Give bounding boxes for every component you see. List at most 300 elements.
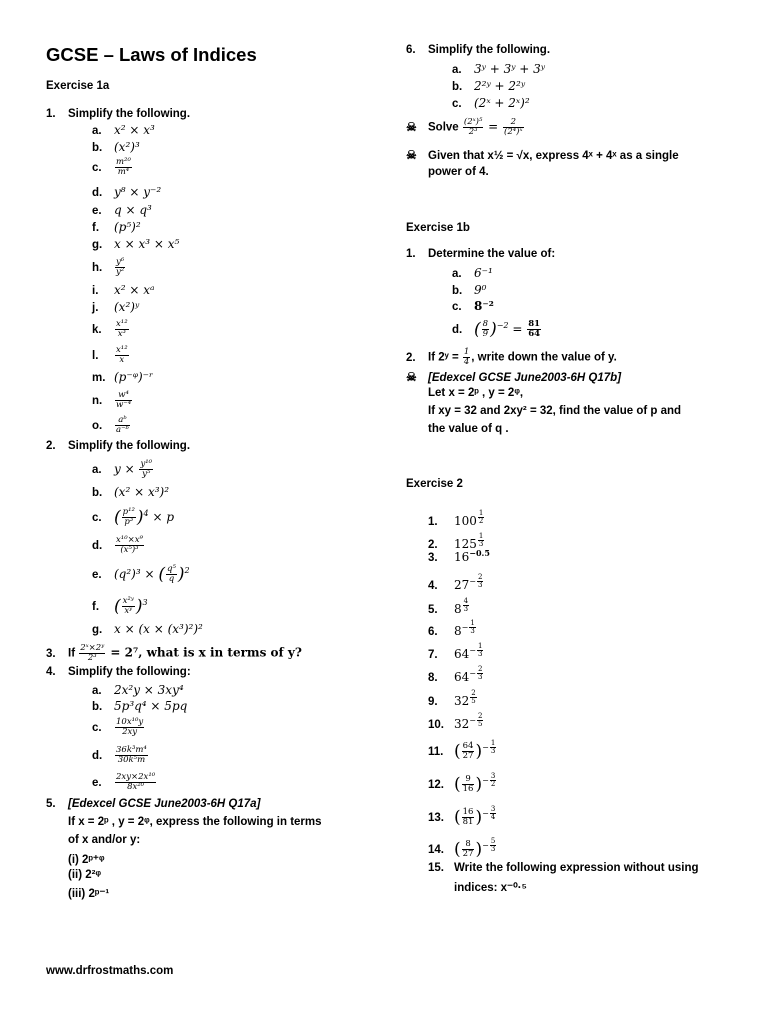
- part-label: d.: [92, 540, 103, 552]
- q4-text: Simplify the following:: [68, 666, 191, 678]
- exponent-fraction: [477, 713, 483, 728]
- part-expression: 3ʸ + 3ʸ + 3ʸ: [474, 62, 546, 76]
- close-paren: ): [177, 564, 185, 585]
- fraction-denominator: 8x²⁰: [127, 782, 145, 792]
- fraction-denominator: 27: [462, 750, 474, 761]
- exponent-fraction: [478, 510, 484, 525]
- exponent-fraction: [477, 574, 483, 589]
- q2-text: Simplify the following.: [68, 440, 191, 452]
- close-paren: ): [475, 774, 483, 794]
- q2-part: [92, 597, 148, 616]
- part-expression: 2x²y × 3xy⁴: [114, 683, 184, 697]
- fraction-numerator: 8: [482, 319, 489, 329]
- e1b-q2: [406, 348, 617, 367]
- q5-part-iii: (iii) 2ᵖ⁻¹: [68, 888, 110, 900]
- part-expression: x² × xᵃ: [114, 283, 155, 297]
- ex2-exponent: [482, 837, 497, 853]
- q2-part: [92, 536, 145, 555]
- q6-part: [452, 62, 545, 77]
- fraction-numerator: 16: [462, 806, 474, 817]
- q3-fraction: [79, 644, 105, 663]
- expr-pre: (q²)³ ×: [114, 567, 159, 581]
- fraction-numerator: 64: [462, 740, 474, 751]
- ex2-exponent: [482, 805, 497, 821]
- q2-part: [92, 460, 154, 479]
- fraction-denominator: q: [168, 574, 175, 584]
- fraction-denominator: 3: [463, 605, 469, 613]
- fraction-numerator: x²ʸ: [122, 596, 134, 606]
- part-expression: (2ˣ + 2ˣ)²: [474, 96, 530, 110]
- minus-sign: −: [469, 715, 476, 725]
- minus-sign: −: [469, 668, 476, 678]
- fraction-numerator: 81: [528, 319, 541, 329]
- ex2-item: [428, 740, 497, 761]
- base-fraction: [462, 775, 475, 794]
- part-expression: [114, 390, 133, 410]
- open-paren: (: [454, 839, 461, 859]
- q4-part: [92, 699, 187, 714]
- e1b-q2-number: 2.: [406, 351, 416, 364]
- exponent: 4: [143, 509, 149, 518]
- part-expression: (p⁵)²: [114, 220, 141, 234]
- ex2-item: [428, 773, 497, 794]
- ex2-expression: [454, 597, 470, 616]
- ex2-item-number: 12.: [428, 778, 444, 791]
- fraction: [115, 416, 130, 435]
- minus-sign: −: [469, 576, 476, 586]
- part-label: b.: [92, 701, 103, 713]
- exponent-fraction: [490, 773, 496, 788]
- q5-part-i: (i) 2ᵖ⁺ᵠ: [68, 854, 105, 866]
- fraction: [122, 597, 135, 616]
- q3-pre: If: [68, 647, 79, 660]
- ex2-item-number: 6.: [428, 625, 438, 638]
- fraction: [115, 346, 129, 365]
- ex2-item-number: 1.: [428, 515, 438, 528]
- skull-icon: ☠: [406, 119, 417, 134]
- part-label: k.: [92, 324, 102, 336]
- fraction-denominator: 16: [462, 783, 474, 794]
- fraction-denominator: 2: [490, 780, 496, 788]
- q1-part: [92, 346, 130, 365]
- e1b-q3: [406, 370, 621, 385]
- fraction-denominator: 3: [477, 581, 483, 589]
- ex2-base: 8: [454, 601, 462, 616]
- part-label: c.: [452, 301, 462, 313]
- close-paren: ): [136, 507, 144, 528]
- fraction: [115, 158, 132, 177]
- ex2-expression: [454, 619, 477, 638]
- fraction-denominator: (x⁵)³: [120, 545, 139, 555]
- fraction: [139, 460, 153, 479]
- ex2-item-number: 9.: [428, 695, 438, 708]
- part-expression: (p⁻ᵠ)⁻ʳ: [114, 370, 154, 384]
- fraction-denominator: 3: [490, 845, 496, 853]
- open-paren: (: [454, 741, 461, 761]
- part-expression: [114, 459, 154, 479]
- ex2-base: 32: [454, 693, 470, 708]
- fraction: [115, 536, 144, 555]
- fraction-denominator: 3: [490, 747, 496, 755]
- part-expression: [474, 319, 542, 340]
- q4-number: 4.: [46, 666, 56, 678]
- q1-part: [92, 185, 161, 200]
- ex2-item: [428, 620, 477, 639]
- ex2-base: 64: [454, 669, 470, 684]
- part-label: f.: [92, 601, 100, 613]
- fraction-denominator: 3: [470, 627, 475, 635]
- part-expression: [114, 717, 145, 737]
- exponent: 2: [184, 566, 190, 575]
- fraction-numerator: 3: [490, 772, 496, 780]
- ex2-exponent: [462, 597, 470, 613]
- q6-part: [452, 96, 530, 111]
- ex2-q15-number: 15.: [428, 862, 444, 874]
- fraction-denominator: 3: [477, 650, 483, 658]
- fraction-denominator: m⁴: [117, 167, 130, 177]
- fraction-numerator: 8: [462, 840, 475, 850]
- fraction-denominator: y²: [116, 267, 125, 277]
- ex2-base: 8: [454, 623, 462, 638]
- exponent-fraction: [469, 620, 475, 635]
- ex2-expression: [454, 573, 484, 592]
- answer-fraction: [527, 320, 541, 339]
- given-question: [406, 148, 679, 163]
- part-label: e.: [92, 205, 102, 217]
- fraction-numerator: 1: [477, 642, 483, 650]
- exponent: 3: [142, 598, 148, 607]
- ex2-exponent: [469, 689, 477, 705]
- part-expression: x² × x³: [114, 123, 155, 137]
- part-label: e.: [92, 777, 102, 789]
- ex2-exponent: [469, 712, 484, 728]
- ex2-item: [428, 806, 497, 827]
- part-label: m.: [92, 372, 106, 384]
- ex2-exponent: [482, 772, 497, 788]
- ex2-expression: [454, 837, 497, 859]
- ex2-q15-line1: Write the following expression without using: [454, 862, 699, 874]
- fraction-numerator: x¹²: [116, 345, 128, 355]
- q3: [46, 644, 302, 663]
- expr-pre: y ×: [114, 462, 139, 476]
- base-fraction: [462, 808, 475, 827]
- e1b-q3-source: [Edexcel GCSE June2003-6H Q17b]: [428, 372, 622, 384]
- part-label: c.: [92, 722, 102, 734]
- page-title: GCSE – Laws of Indices: [46, 44, 257, 65]
- part-expression: 5p³q⁴ × 5pq: [114, 699, 188, 713]
- e1b-q2-post: , write down the value of y.: [471, 351, 617, 364]
- q1-part: [92, 416, 131, 435]
- ex2-item: [428, 550, 490, 565]
- ex2-base: 32: [454, 716, 470, 731]
- e1b-q1-number: 1.: [406, 248, 416, 260]
- fraction-numerator: y¹⁰: [140, 459, 153, 469]
- q2-part: [92, 508, 174, 527]
- ex2-expression: [454, 509, 485, 528]
- fraction-numerator: y⁶: [116, 257, 125, 267]
- fraction-denominator: 5: [477, 720, 483, 728]
- close-paren: ): [135, 596, 143, 617]
- ex2-item: [428, 690, 478, 709]
- part-label: l.: [92, 350, 99, 362]
- part-expression: [114, 319, 130, 339]
- ex2-exponent: [477, 532, 485, 548]
- minus-sign: −: [461, 622, 469, 632]
- q4-part: [92, 773, 157, 792]
- fraction-denominator: xʸ: [124, 606, 133, 616]
- part-label: j.: [92, 302, 99, 314]
- ex2-expression: [454, 805, 497, 827]
- part-expression: 9⁰: [474, 283, 487, 297]
- fraction-numerator: 36k³m⁴: [116, 745, 147, 755]
- q1-part: [92, 158, 133, 177]
- footer-url: www.drfrostmaths.com: [46, 965, 174, 977]
- part-expression: x × (x × (x³)²)²: [114, 622, 203, 636]
- ex2-item: [428, 713, 484, 732]
- q1-part: [92, 258, 126, 277]
- ex2-item: [428, 574, 484, 593]
- ex2-item-number: 13.: [428, 811, 444, 824]
- ex2-item-number: 7.: [428, 648, 438, 661]
- ex2-exponent: [469, 573, 484, 589]
- exponent: −2: [496, 321, 509, 330]
- q4-part: [92, 683, 184, 698]
- ex2-expression: [454, 550, 490, 564]
- fraction-denominator: p³: [124, 517, 134, 527]
- q1-part: [92, 220, 141, 235]
- ex2-item: [428, 666, 484, 685]
- exponent-fraction: [463, 598, 469, 613]
- e1b-q1-text: Determine the value of:: [428, 248, 556, 260]
- exponent-fraction: [490, 740, 496, 755]
- minus-sign: −: [482, 742, 489, 752]
- q1-number: 1.: [46, 108, 56, 120]
- ex2-item: [428, 838, 497, 859]
- fraction-numerator: 3: [490, 805, 496, 813]
- solve-question: [406, 118, 525, 137]
- ex2-expression: [454, 712, 484, 731]
- ex2-item-number: 4.: [428, 579, 438, 592]
- part-label: g.: [92, 239, 103, 251]
- fraction: [122, 508, 136, 527]
- q6-number: 6.: [406, 44, 416, 56]
- part-expression: [114, 564, 190, 585]
- exponent-fraction: [490, 838, 496, 853]
- solve-eq: =: [484, 119, 503, 134]
- solve-lnum: (2ˣ)⁵: [463, 117, 483, 127]
- fraction: [115, 746, 148, 765]
- q3-post: = 2⁷, what is x in terms of y?: [106, 645, 302, 660]
- skull-icon: ☠: [406, 370, 417, 384]
- ex2-base: 125: [454, 536, 477, 551]
- part-expression: (x² × x³)²: [114, 485, 170, 499]
- q5-number: 5.: [46, 798, 56, 810]
- part-expression: 2²ʸ + 2²ʸ: [474, 79, 526, 93]
- exponent-fraction: [490, 806, 496, 821]
- exercise-2-heading: Exercise 2: [406, 478, 463, 490]
- part-label: h.: [92, 262, 103, 274]
- fraction-numerator: p¹²: [122, 507, 135, 517]
- close-paren: ): [490, 319, 497, 340]
- fraction: [115, 773, 156, 792]
- ex2-item-number: 3.: [428, 552, 438, 564]
- fraction: [482, 320, 489, 339]
- q4-part: [92, 718, 145, 737]
- fraction-denominator: 2xy: [122, 727, 138, 737]
- base-fraction: [462, 840, 475, 859]
- q6-part: [452, 79, 525, 94]
- q1-part: [92, 283, 155, 298]
- part-label: e.: [92, 569, 102, 581]
- fraction-numerator: 10x¹⁰y: [116, 717, 144, 727]
- part-label: c.: [452, 98, 462, 110]
- e1b-q2-fden: 4: [463, 357, 470, 367]
- ex2-expression: [454, 739, 497, 761]
- e1b-q2-fnum: 1: [463, 347, 470, 357]
- q4-part: [92, 746, 149, 765]
- ex2-expression: [454, 665, 484, 684]
- fraction-denominator: 81: [462, 816, 474, 827]
- ex2-item-number: 11.: [428, 745, 444, 758]
- fraction-numerator: 1: [478, 509, 484, 517]
- fraction-numerator: 2: [477, 665, 483, 673]
- e1b-part: [452, 266, 493, 281]
- ex2-item: [428, 510, 485, 529]
- exponent-fraction: [478, 533, 484, 548]
- solve-pre: Solve: [428, 121, 462, 134]
- q1-part: [92, 370, 153, 385]
- solve-left-fraction: [463, 118, 483, 137]
- part-expression: [114, 257, 126, 277]
- fraction-numerator: 2: [471, 689, 476, 697]
- q5-part-ii: (ii) 2²ᵠ: [68, 869, 102, 881]
- ex2-item-number: 2.: [428, 538, 438, 551]
- q3-number: 3.: [46, 647, 56, 660]
- q5-line2: of x and/or y:: [68, 834, 141, 846]
- q1-part: [92, 320, 130, 339]
- part-label: d.: [92, 187, 103, 199]
- equals: =: [508, 322, 527, 336]
- open-paren: (: [454, 807, 461, 827]
- ex2-exponent: −0.5: [469, 548, 490, 558]
- fraction: [115, 718, 144, 737]
- part-label: f.: [92, 222, 100, 234]
- ex2-q15-line2: indices: x⁻⁰·⁵: [454, 882, 527, 894]
- part-label: o.: [92, 420, 103, 432]
- fraction-numerator: 5: [490, 837, 496, 845]
- fraction-numerator: 1: [478, 532, 484, 540]
- q1-part: [92, 391, 133, 410]
- part-label: a.: [92, 125, 102, 137]
- ex2-item-number: 10.: [428, 718, 444, 731]
- fraction-numerator: 4: [463, 597, 469, 605]
- fraction-numerator: aᵇ: [115, 416, 130, 426]
- fraction-numerator: 2xy×2x¹⁰: [116, 772, 156, 782]
- fraction-denominator: 3: [478, 540, 484, 548]
- ex2-base: 16: [454, 550, 470, 564]
- fraction: [166, 565, 177, 584]
- part-label: b.: [452, 285, 463, 297]
- fraction-denominator: 2: [478, 517, 484, 525]
- fraction-denominator: w⁻⁴: [116, 400, 132, 410]
- given-line1: Given that x½ = √x, express 4ˣ + 4ˣ as a single: [428, 150, 679, 162]
- fraction: [115, 320, 129, 339]
- part-label: a.: [452, 64, 462, 76]
- fraction-denominator: x³: [117, 329, 126, 339]
- e1b-q2-fraction: [463, 348, 470, 367]
- part-expression: [114, 596, 148, 617]
- fraction-denominator: 30k⁵m: [117, 755, 146, 765]
- part-expression: q × q³: [114, 203, 152, 217]
- part-expression: [114, 415, 131, 435]
- ex2-base: 64: [454, 646, 470, 661]
- minus-sign: −: [482, 840, 489, 850]
- q1-part: [92, 140, 140, 155]
- e1b-part: [452, 283, 486, 298]
- exponent-fraction: [477, 666, 483, 681]
- minus-sign: −: [482, 808, 489, 818]
- ex2-exponent: [461, 619, 477, 635]
- fraction-denominator: 5: [471, 697, 476, 705]
- ex2-expression: [454, 772, 497, 794]
- part-label: b.: [452, 81, 463, 93]
- q3-frac-den: 2³: [87, 653, 97, 663]
- part-label: a.: [92, 685, 102, 697]
- q5-source: [Edexcel GCSE June2003-6H Q17a]: [68, 798, 261, 810]
- part-label: n.: [92, 395, 103, 407]
- fraction-numerator: m²⁰: [116, 157, 131, 167]
- part-label: c.: [92, 512, 102, 524]
- e1b-q3-line3: the value of q .: [428, 423, 509, 435]
- q2-number: 2.: [46, 440, 56, 452]
- part-expression: [114, 745, 149, 765]
- fraction-numerator: q⁵: [167, 564, 176, 574]
- solve-right-fraction: [503, 118, 523, 137]
- fraction-denominator: 9: [482, 329, 489, 339]
- open-paren: (: [474, 319, 481, 340]
- e1b-part: [452, 320, 542, 339]
- fraction: [115, 258, 125, 277]
- fraction-numerator: w⁴: [115, 391, 132, 401]
- fraction-denominator: a⁻ᵇ: [116, 425, 129, 435]
- ex2-base: 27: [454, 577, 470, 592]
- part-expression: [114, 772, 157, 792]
- part-label: g.: [92, 624, 103, 636]
- fraction-numerator: 2: [477, 573, 483, 581]
- fraction-numerator: x¹⁰×x⁹: [116, 535, 143, 545]
- open-paren: (: [454, 774, 461, 794]
- q1-part: [92, 237, 179, 252]
- q2-part: [92, 485, 169, 500]
- ex2-exponent: [477, 509, 485, 525]
- part-expression: 8⁻²: [474, 299, 494, 313]
- part-label: i.: [92, 285, 99, 297]
- q1-part: [92, 123, 155, 138]
- fraction-numerator: x¹²: [116, 319, 128, 329]
- part-label: b.: [92, 142, 103, 154]
- fraction-numerator: 2: [477, 712, 483, 720]
- exercise-1b-heading: Exercise 1b: [406, 222, 470, 234]
- ex2-item: [428, 643, 484, 662]
- fraction-denominator: 3: [477, 673, 483, 681]
- exponent-fraction: [470, 690, 476, 705]
- fraction: [115, 391, 132, 410]
- fraction-numerator: 1: [470, 619, 475, 627]
- part-label: a.: [92, 464, 102, 476]
- part-label: c.: [92, 162, 102, 174]
- q1-part: [92, 203, 152, 218]
- fraction-numerator: 1: [490, 739, 496, 747]
